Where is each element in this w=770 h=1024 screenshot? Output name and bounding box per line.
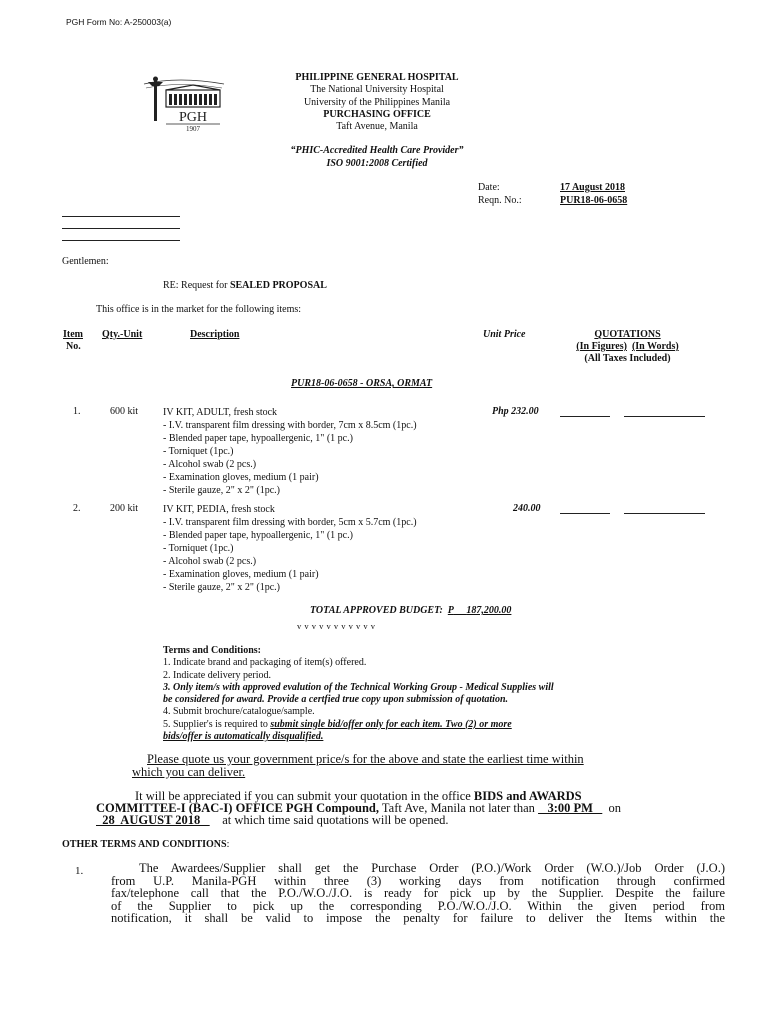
svg-text:1907: 1907	[186, 125, 200, 132]
term-3a: 3. Only item/s with approved evalution of the Technical Working Group - Medical Supplies will	[163, 681, 554, 693]
other-term-1-text	[111, 862, 725, 925]
item-2-words-blank[interactable]	[624, 513, 705, 514]
budget-currency: P	[447, 605, 454, 616]
other-term-1-l2: from U.P. Manila-PGH within three (3) working days from notification through confirmed	[111, 873, 725, 888]
submit-line-1: It will be appreciated if you can submit your quotation in the office BIDS and AWARDS	[135, 789, 582, 803]
item-2-line: - Blended paper tape, hypoallergenic, 1" (1 pc.)	[163, 530, 353, 541]
item-1-line: - Torniquet (1pc.)	[163, 446, 234, 457]
pgh-logo	[138, 76, 228, 132]
item-1-name: IV KIT, ADULT, fresh stock	[163, 407, 278, 418]
accreditation	[220, 145, 534, 170]
item-1-line: - Alcohol swab (2 pcs.)	[163, 459, 257, 470]
terms-title: Terms and Conditions:	[163, 645, 261, 656]
other-term-1-l3: fax/telephone call that the P.O./W.O./J.O. is ready for pick up by the Supplier. Despite the failure	[111, 886, 725, 900]
term-5b: bids/offer is automatically disqualified.	[163, 731, 324, 743]
quotations-title: QUOTATIONS	[594, 329, 661, 340]
item-2-figures-blank[interactable]	[560, 513, 610, 514]
budget-checkmarks: v v v v v v v v v v v	[297, 621, 376, 631]
address-line-2	[62, 228, 180, 229]
col-unit-price: Unit Price	[483, 329, 526, 340]
item-2-line: - Torniquet (1pc.)	[163, 543, 234, 554]
other-term-1-no: 1.	[75, 865, 84, 877]
term-4: 4. Submit brochure/catalogue/sample.	[163, 706, 315, 718]
item-1-no: 1.	[73, 406, 81, 417]
re-subject: SEALED PROPOSAL	[229, 280, 327, 291]
term-3b: be considered for award. Provide a certfied true copy upon submission of quotation.	[163, 694, 508, 706]
item-1-line: - I.V. transparent film dressing with border, 7cm x 8.5cm (1pc.)	[163, 420, 417, 431]
item-1-line: - Sterile gauze, 2" x 2" (1pc.)	[163, 485, 281, 496]
accreditation-line1: “PHIC-Accredited Health Care Provider”	[290, 145, 464, 156]
please-line-2: which you can deliver.	[132, 765, 246, 779]
terms-block	[163, 645, 554, 743]
letterhead	[270, 72, 484, 133]
office-address: Taft Avenue, Manila	[336, 121, 418, 133]
item-2-line: - Alcohol swab (2 pcs.)	[163, 556, 257, 567]
item-1-description	[163, 406, 417, 497]
re-prefix: RE: Request for	[163, 280, 230, 291]
item-1-line: - Blended paper tape, hypoallergenic, 1" (1 pc.)	[163, 433, 353, 444]
item-2-no: 2.	[73, 503, 81, 514]
item-2-qty: 200 kit	[110, 503, 139, 514]
pgh-logo-icon	[138, 76, 228, 132]
accreditation-line2: ISO 9001:2008 Certified	[326, 157, 428, 169]
term-2: 2. Indicate delivery period.	[163, 669, 272, 681]
item-2-line: - I.V. transparent film dressing with border, 5cm x 5.7cm (1pc.)	[163, 517, 417, 528]
budget-amount: 187,200.00	[466, 605, 512, 616]
date-label: Date:	[478, 182, 500, 193]
col-qty: Qty.-Unit	[102, 329, 143, 340]
please-line-1: Please quote us your government price/s for the above and state the earliest time within	[147, 752, 584, 766]
org-name: PHILIPPINE GENERAL HOSPITAL	[295, 72, 459, 83]
group-title: PUR18-06-0658 - ORSA, ORMAT	[291, 378, 433, 389]
quotations-sub: (In Figures) (In Words)	[576, 341, 679, 352]
submit-line-3: 28 AUGUST 2018 at which time said quotations will be opened.	[96, 813, 449, 827]
org-line3: University of the Philippines Manila	[303, 96, 451, 108]
item-2-price: 240.00	[513, 503, 541, 514]
item-1-line: - Examination gloves, medium (1 pair)	[163, 472, 319, 483]
address-line-1	[62, 216, 180, 217]
col-no: No.	[66, 341, 81, 352]
item-1-figures-blank[interactable]	[560, 416, 610, 417]
item-2-line: - Examination gloves, medium (1 pair)	[163, 569, 319, 580]
col-quotations	[550, 329, 705, 365]
budget-label: TOTAL APPROVED BUDGET:	[310, 605, 443, 616]
item-1-words-blank[interactable]	[624, 416, 705, 417]
term-1: 1. Indicate brand and packaging of item(s) offered.	[163, 657, 367, 669]
item-2-name: IV KIT, PEDIA, fresh stock	[163, 504, 275, 515]
other-term-1-l5: notification, it shall be valid to impose the penalty for failure to deliver the Items within the	[111, 911, 725, 925]
term-5: 5. Supplier's is required to submit single bid/offer only for each item. Two (2) or more	[163, 718, 512, 730]
col-description: Description	[190, 329, 240, 340]
item-1-qty: 600 kit	[110, 406, 139, 417]
reqn-label: Reqn. No.:	[478, 195, 522, 206]
salutation: Gentlemen:	[62, 256, 109, 267]
submit-line-2: COMMITTEE-I (BAC-I) OFFICE PGH Compound, Taft Ave, Manila not later than 3:00 PM on	[96, 801, 622, 815]
office-name: PURCHASING OFFICE	[323, 108, 431, 120]
date-value: 17 August 2018	[560, 182, 626, 193]
item-2-description	[163, 503, 417, 594]
address-line-3	[62, 240, 180, 241]
svg-text:PGH: PGH	[178, 110, 208, 125]
reqn-value: PUR18-06-0658	[560, 195, 628, 206]
re-line	[163, 280, 327, 291]
other-term-1-l4: of the Supplier to pick up the corresponding P.O./W.O./J.O. Within the given period from	[111, 898, 725, 913]
col-item: Item	[63, 329, 83, 340]
form-number: PGH Form No: A-250003(a)	[66, 17, 172, 27]
item-2-line: - Sterile gauze, 2" x 2" (1pc.)	[163, 582, 281, 593]
org-line2: The National University Hospital	[310, 84, 444, 96]
quotations-taxes: (All Taxes Included)	[584, 353, 671, 364]
other-terms-title: OTHER TERMS AND CONDITIONS:	[62, 839, 230, 850]
intro-text: This office is in the market for the following items:	[96, 304, 302, 315]
item-1-price: Php 232.00	[492, 406, 539, 417]
total-budget	[310, 605, 511, 616]
other-term-1-l1: The Awardees/Supplier shall get the Purchase Order (P.O.)/Work Order (W.O.)/Job Order (J.O.)	[139, 861, 725, 875]
